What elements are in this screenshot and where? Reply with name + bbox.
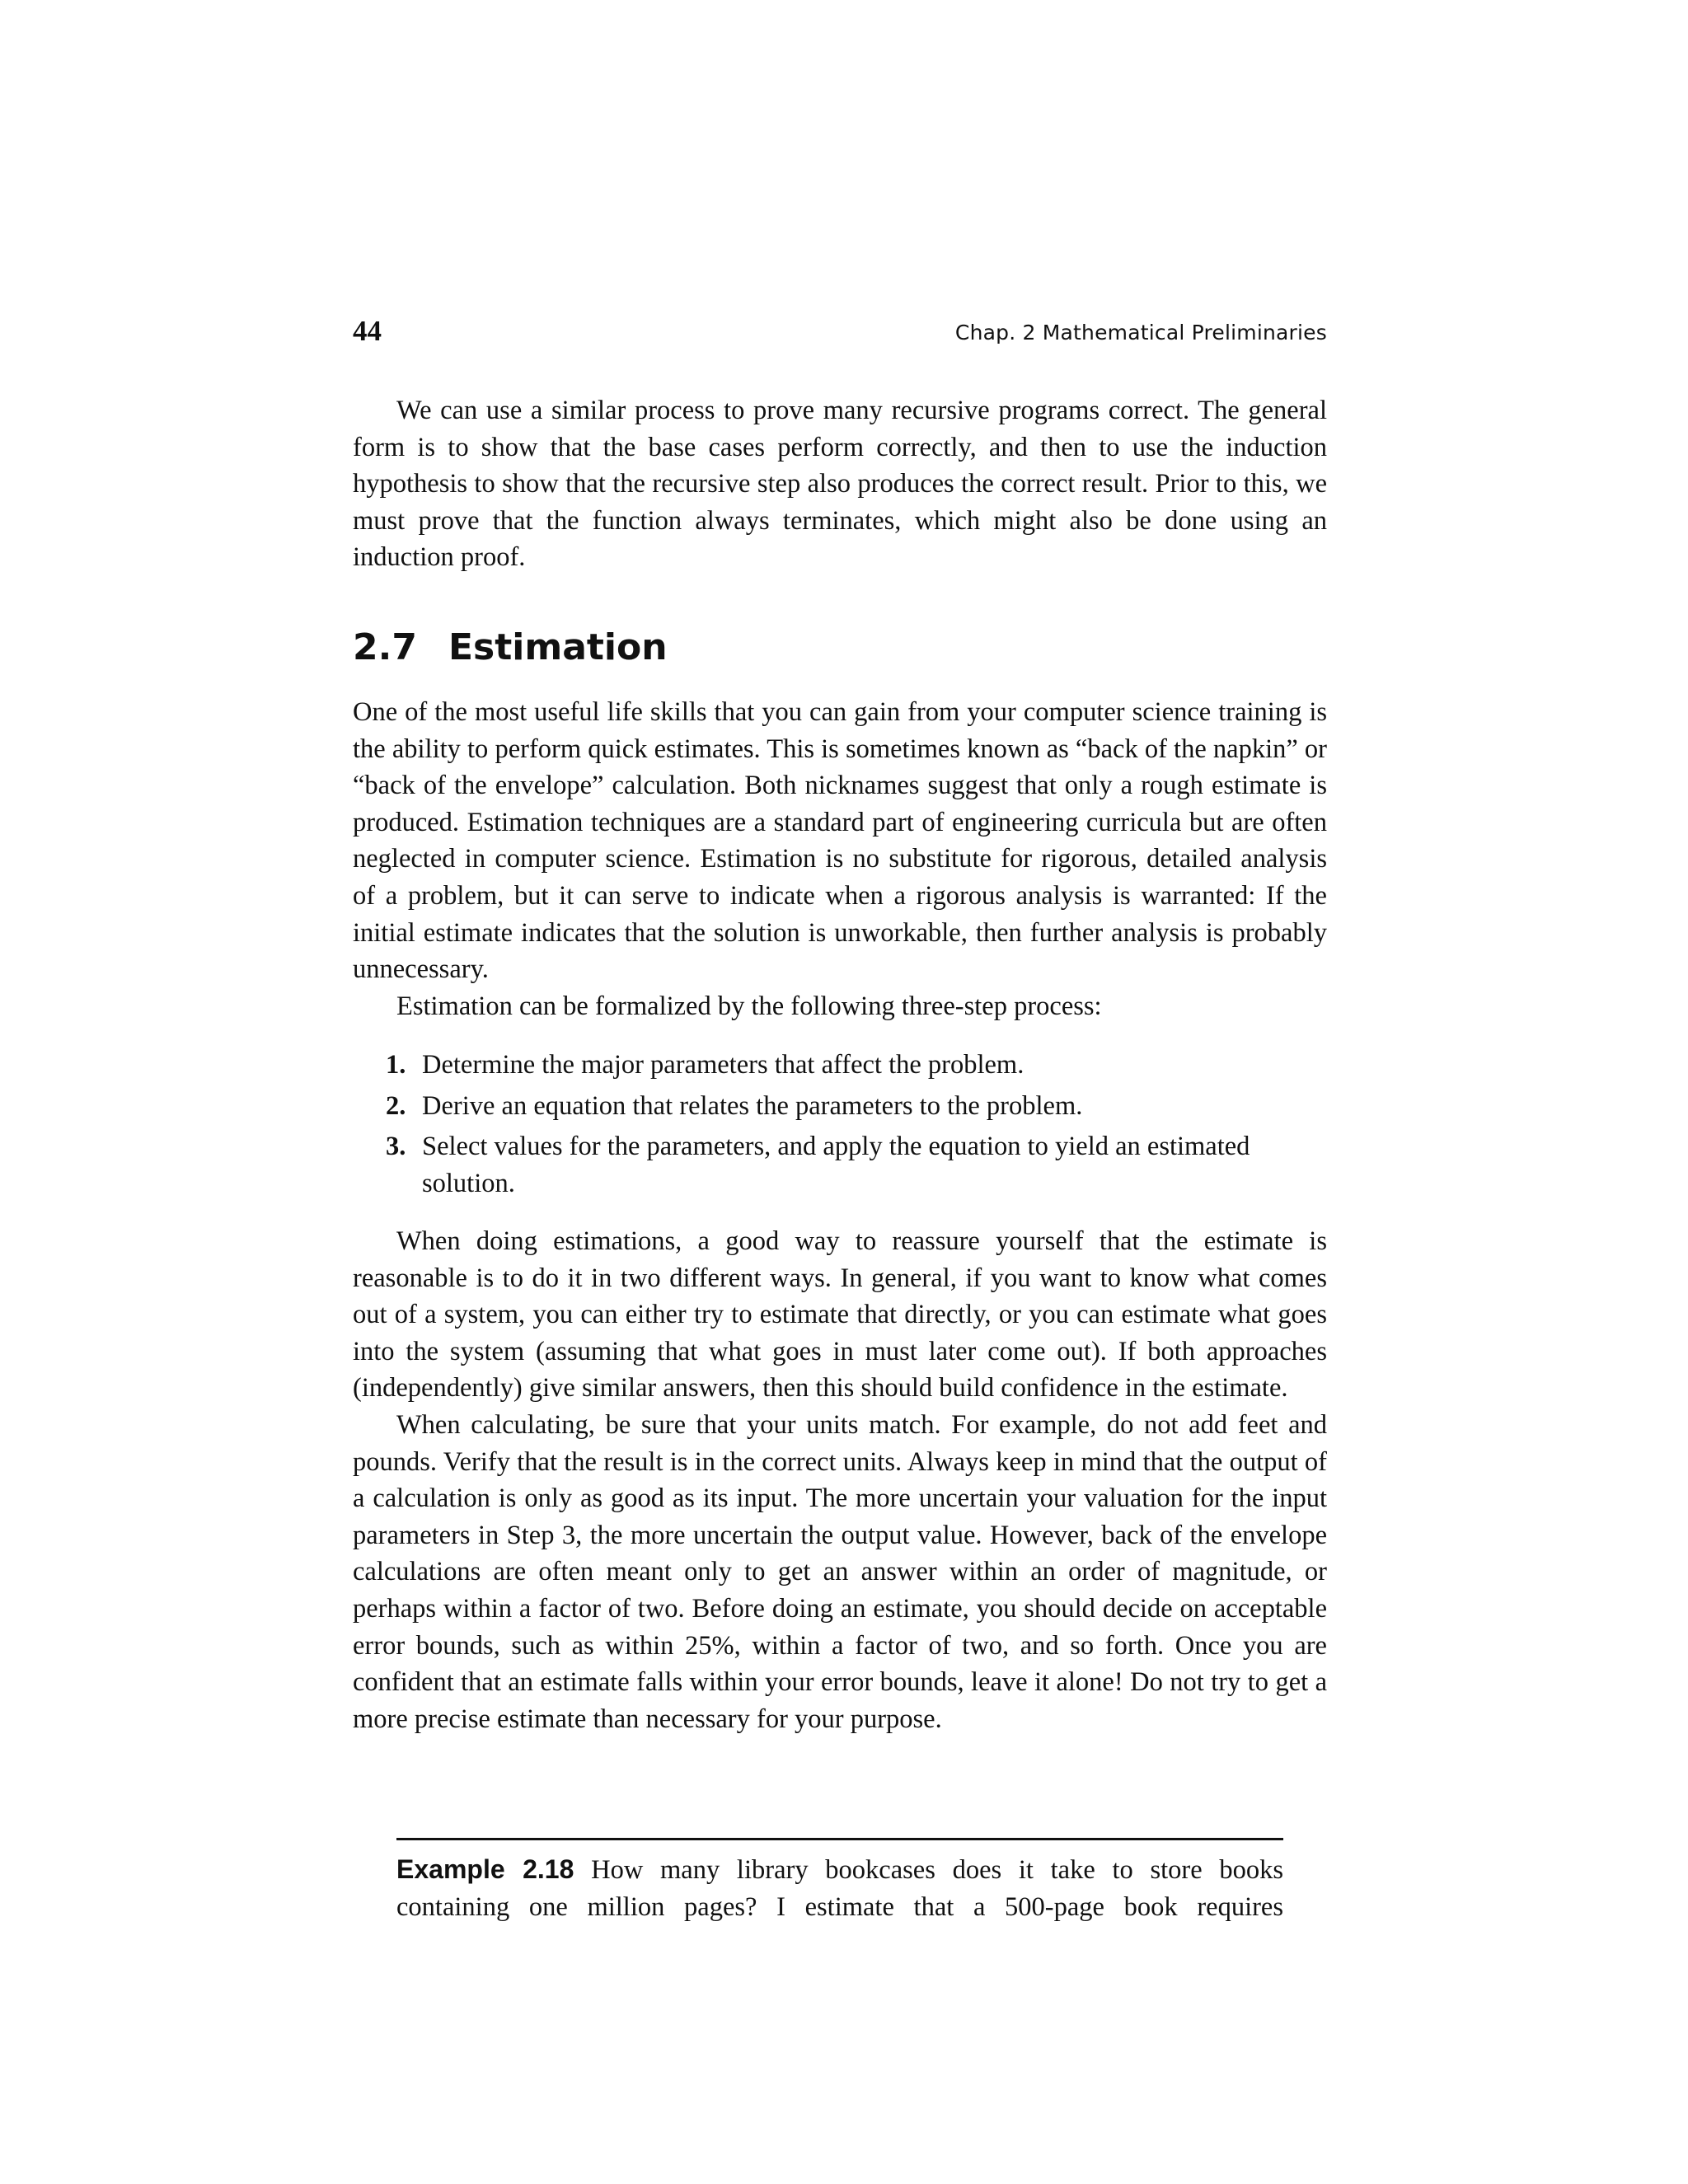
chapter-title: Chap. 2 Mathematical Preliminaries [954, 321, 1327, 344]
step-text: Determine the major parameters that affect the problem. [422, 1050, 1025, 1080]
estimation-guidance-block [353, 1223, 1327, 1737]
intro-block [353, 392, 1327, 576]
example-label: Example 2.18 [396, 1854, 574, 1884]
step-number: 1. [386, 1050, 406, 1080]
list-item [353, 1088, 1327, 1125]
section-number: 2.7 [353, 626, 417, 668]
example-text: How many library bookcases does it take to store books containing one million pages? I estimate that a 500-page book requires [396, 1855, 1283, 1922]
estimation-paragraph: One of the most useful life skills that you can gain from your computer science training is the ability to perform quick estimates. This is sometimes known as “back of the napkin” or “back of the envelope” calculation. Both nicknames suggest that only a rough estimate is produced. Estimation techniques are a standard part of engineering curricula but are often neglected in computer science. Estimation is no substitute for rigorous, detailed analysis of a problem, but it can serve to indicate when a rigorous analysis is warranted: If the initial estimate indicates that the solution is unworkable, then further analysis is probably unnecessary. [353, 697, 1327, 985]
list-item [353, 1047, 1327, 1084]
page-number: 44 [353, 315, 382, 347]
process-intro-paragraph: Estimation can be formalized by the following three-step process: [396, 991, 1102, 1021]
example-block [396, 1851, 1283, 1925]
steps-list [353, 1047, 1327, 1206]
section-title: Estimation [448, 626, 668, 668]
step-text: Derive an equation that relates the parameters to the problem. [422, 1090, 1083, 1121]
step-number: 2. [386, 1090, 406, 1121]
two-ways-paragraph: When doing estimations, a good way to reassure yourself that the estimate is reasonable is to do it in two different ways. In general, if you want to know what comes out of a system, you can either try to estimate that directly, or you can estimate what goes into the system (assuming that what goes in must later come out). If both approaches (independently) give similar answers, then this should build confidence in the estimate. [353, 1226, 1327, 1404]
running-header [353, 313, 1327, 354]
intro-paragraph: We can use a similar process to prove many recursive programs correct. The general form is to show that the base cases perform correctly, and then to use the induction hypothesis to show that the recursive step also produces the correct result. Prior to this, we must prove that the function always terminates, which might also be done using an induction proof. [353, 396, 1327, 573]
estimation-block [353, 694, 1327, 1024]
example-divider [396, 1838, 1283, 1840]
list-item [353, 1128, 1327, 1202]
section-heading [353, 623, 668, 673]
step-text: Select values for the parameters, and apply the equation to yield an estimated solution. [422, 1132, 1250, 1198]
step-number: 3. [386, 1132, 406, 1162]
units-paragraph: When calculating, be sure that your units match. For example, do not add feet and pounds. Verify that the result is in the correct units. Always keep in mind that the output of a calculation is only as good as its input. The more uncertain your valuation for the input parameters in Step 3, the more uncertain the output value. However, back of the envelope calculations are often meant only to get an answer within an order of magnitude, or perhaps within a factor of two. Before doing an estimate, you should decide on acceptable error bounds, such as within 25%, within a factor of two, and so forth. Once you are confident that an estimate falls within your error bounds, leave it alone! Do not try to get a more precise estimate than necessary for your purpose. [353, 1409, 1327, 1734]
